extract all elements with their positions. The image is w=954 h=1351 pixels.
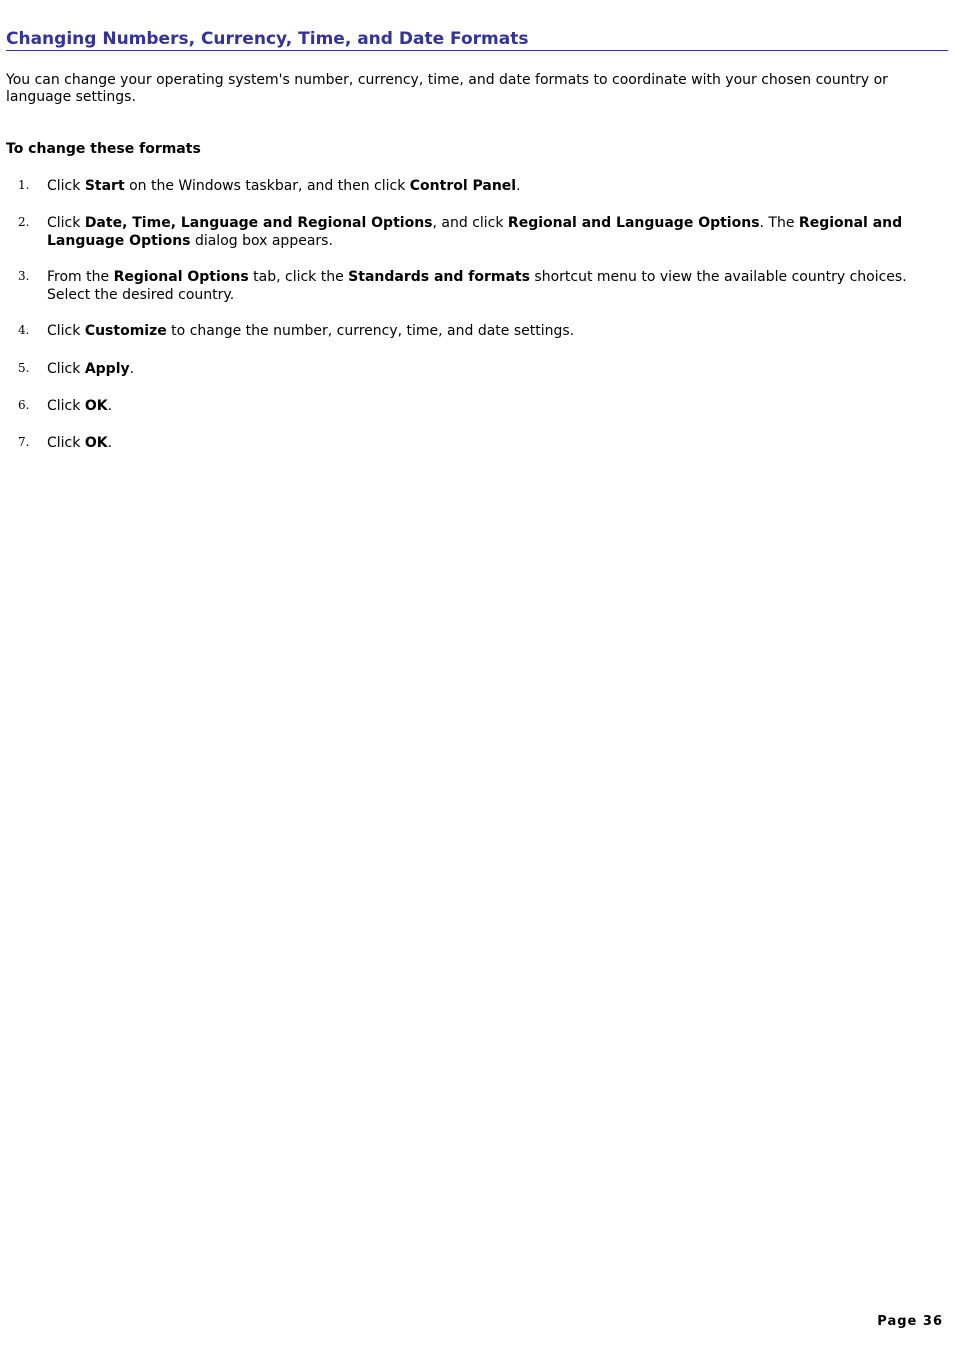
- text-run: .: [129, 361, 135, 377]
- text-run: .: [516, 178, 521, 194]
- text-run: shortcut menu to view the available country choices. Select the desired country.: [47, 269, 907, 303]
- step-text: [47, 322, 917, 340]
- text-run: .: [107, 398, 113, 414]
- step-number: 7.: [18, 435, 30, 449]
- step-text: [47, 214, 917, 250]
- step-number: 4.: [18, 323, 30, 337]
- text-run: , and click: [432, 215, 508, 231]
- text-run: Click: [47, 215, 85, 231]
- bold-term: Apply: [84, 361, 130, 377]
- bold-term: Standards and formats: [348, 269, 530, 285]
- bold-term: Control Panel: [409, 178, 517, 194]
- intro-paragraph: You can change your operating system's number, currency, time, and date formats to coordinate with your chosen country or language settings.: [6, 72, 888, 105]
- step-text: [47, 177, 917, 195]
- text-run: Click: [47, 178, 85, 194]
- step-text: [47, 397, 917, 415]
- step-text: [47, 268, 917, 304]
- page-number: Page 36: [877, 1314, 943, 1329]
- text-run: Click: [47, 323, 85, 339]
- text-run: From the: [47, 269, 114, 285]
- text-run: to change the number, currency, time, and date settings.: [166, 323, 575, 339]
- text-run: Click: [47, 435, 85, 451]
- step-number: 1.: [18, 178, 30, 192]
- bold-term: Customize: [84, 323, 167, 339]
- bold-term: OK: [84, 398, 108, 414]
- bold-term: Regional Options: [113, 269, 249, 285]
- text-run: tab, click the: [248, 269, 349, 285]
- bold-term: Date, Time, Language and Regional Options: [84, 215, 433, 231]
- text-run: . The: [759, 215, 799, 231]
- text-run: on the Windows taskbar, and then click: [124, 178, 410, 194]
- step-number: 5.: [18, 361, 30, 375]
- procedure-heading: To change these formats: [6, 141, 201, 157]
- bold-term: Regional and Language Options: [47, 215, 903, 249]
- step-text: [47, 434, 917, 452]
- text-run: Click: [47, 398, 85, 414]
- step-text: [47, 360, 917, 378]
- text-run: .: [107, 435, 113, 451]
- page-title: Changing Numbers, Currency, Time, and Date Formats: [6, 29, 948, 51]
- text-run: dialog box appears.: [190, 233, 333, 249]
- step-number: 6.: [18, 398, 30, 412]
- bold-term: Regional and Language Options: [507, 215, 760, 231]
- text-run: Click: [47, 361, 85, 377]
- step-number: 3.: [18, 269, 30, 283]
- step-number: 2.: [18, 215, 30, 229]
- bold-term: OK: [84, 435, 108, 451]
- bold-term: Start: [84, 178, 125, 194]
